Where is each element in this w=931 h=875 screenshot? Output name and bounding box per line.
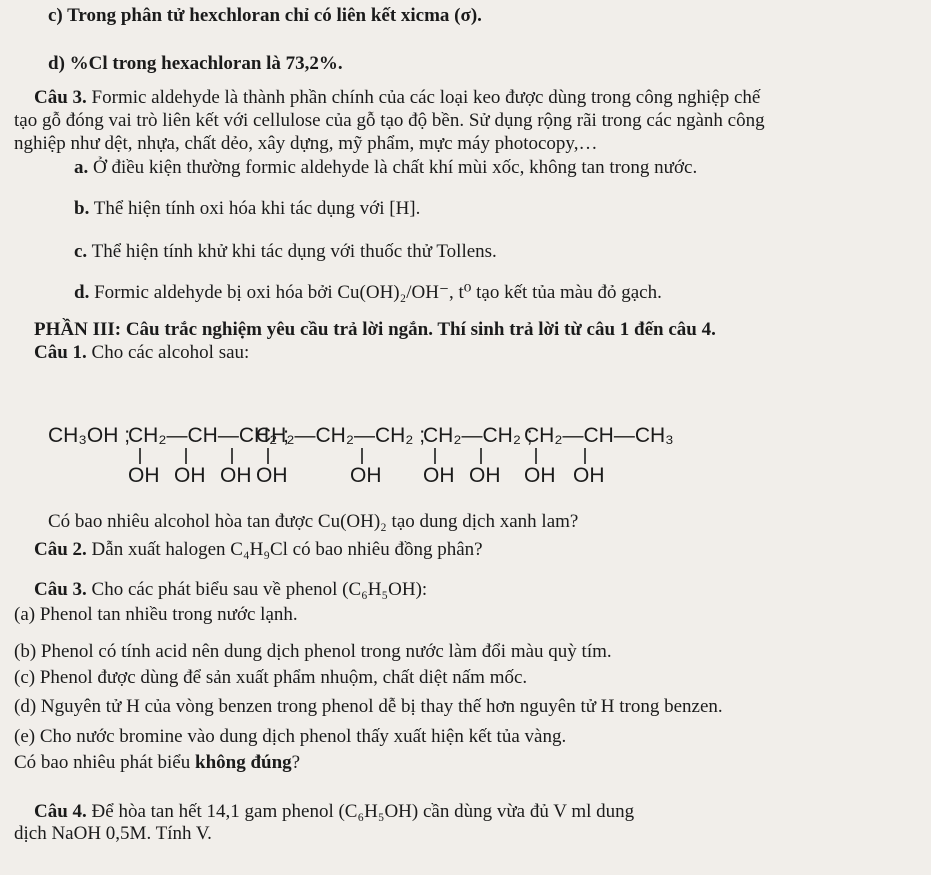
statement-e: (e) Cho nước bromine vào dung dịch phenol thấy xuất hiện kết tủa vàng. [14,726,567,747]
alcohol-structures [48,418,748,488]
bond-lines [140,448,585,464]
part3-q4-text-1: Để hòa tan hết 14,1 gam phenol (C₆H₅OH) cần dùng vừa đủ V ml dung [86,801,635,822]
option-c-text: Thể hiện tính khử khi tác dụng với thuốc thử Tollens. [87,241,497,262]
part3-q3-question [14,751,300,775]
oh-group: OH [573,464,605,487]
part3-q3-text: Cho các phát biểu sau về phenol (C₆H₅OH): [86,579,428,600]
oh-group: OH [350,464,382,487]
oh-group: OH [423,464,455,487]
statement-c: (c) Phenol được dùng để sản xuất phẩm nhuộm, chất diệt nấm mốc. [14,667,528,688]
question-emphasis: không đúng [195,752,292,773]
oh-group: OH [174,464,206,487]
part3-question-4 [34,800,634,824]
alcohol-propane-1-2-diol: CH₂—CH—CH₃ [524,424,674,447]
option-a-label: a. [74,157,89,178]
question-3-option-a [74,156,697,180]
part3-q3-label: Câu 3. [34,579,87,600]
oh-group: OH [220,464,252,487]
part3-q1-text: Cho các alcohol sau: [86,342,250,363]
alcohol-propane-1-3-diol: CH₂—CH₂—CH₂ ; [256,424,426,447]
option-d-label: d. [74,282,90,303]
question-3-line-2: tạo gỗ đóng vai trò liên kết với cellulose của gỗ tạo độ bền. Sử dụng rộng rãi trong các ngành công [14,110,765,131]
question-3-label: Câu 3. [34,87,87,108]
question-3-text-1: Formic aldehyde là thành phần chính của các loại keo được dùng trong công nghiệp chế [86,87,761,108]
question-3-line-1 [34,86,760,110]
question-3-line-3: nghiệp như dệt, nhựa, chất dẻo, xây dựng, mỹ phẩm, mực máy photocopy,… [14,133,598,154]
statement-d: (d) Nguyên tử H của vòng benzen trong phenol dễ bị thay thế hơn nguyên tử H trong benzen. [14,696,723,717]
question-3-option-c [74,240,497,264]
option-c-label: c. [74,241,88,262]
part3-question-1 [34,341,249,365]
question-mark: ? [291,752,301,773]
part3-question-2 [34,538,483,562]
oh-group: OH [256,464,288,487]
part3-q2-label: Câu 2. [34,539,87,560]
statement-b: (b) Phenol có tính acid nên dung dịch phenol trong nước làm đổi màu quỳ tím. [14,641,612,662]
part-3-heading: PHẦN III: Câu trắc nghiệm yêu cầu trả lời ngắn. Thí sinh trả lời từ câu 1 đến câu 4. [34,319,716,340]
alcohol-methanol: CH₃OH ; [48,424,131,447]
question-3-option-b [74,197,420,221]
option-b-text: Thể hiện tính oxi hóa khi tác dụng với [H]. [89,198,421,219]
oh-group: OH [524,464,556,487]
question-3-option-d [74,281,662,305]
question-text: Có bao nhiêu phát biểu [14,752,195,773]
alcohol-glycerol: CH₂—CH—CH₂ ; [128,424,289,447]
alcohol-ethylene-glycol: CH₂—CH₂ ; [423,424,533,447]
option-d-text: Formic aldehyde bị oxi hóa bởi Cu(OH)₂/OH⁻, t⁰ tạo kết tủa màu đỏ gạch. [89,282,662,303]
part3-q4-text-2: dịch NaOH 0,5M. Tính V. [14,823,212,844]
part3-q2-text: Dẫn xuất halogen C₄H₉Cl có bao nhiêu đồng phân? [86,539,483,560]
part3-q4-label: Câu 4. [34,801,87,822]
part3-q1-label: Câu 1. [34,342,87,363]
statement-d: d) %Cl trong hexachloran là 73,2%. [48,53,343,74]
part3-q1-question: Có bao nhiêu alcohol hòa tan được Cu(OH)₂ tạo dung dịch xanh lam? [48,511,579,532]
oh-group: OH [469,464,501,487]
statement-c: c) Trong phân tử hexchloran chỉ có liên kết xicma (σ). [48,5,482,26]
alcohol-structures-svg [48,418,748,488]
part3-question-3 [34,578,427,602]
option-b-label: b. [74,198,90,219]
oh-group: OH [128,464,160,487]
statement-a: (a) Phenol tan nhiều trong nước lạnh. [14,604,298,625]
option-a-text: Ở điều kiện thường formic aldehyde là chất khí mùi xốc, không tan trong nước. [88,157,698,178]
